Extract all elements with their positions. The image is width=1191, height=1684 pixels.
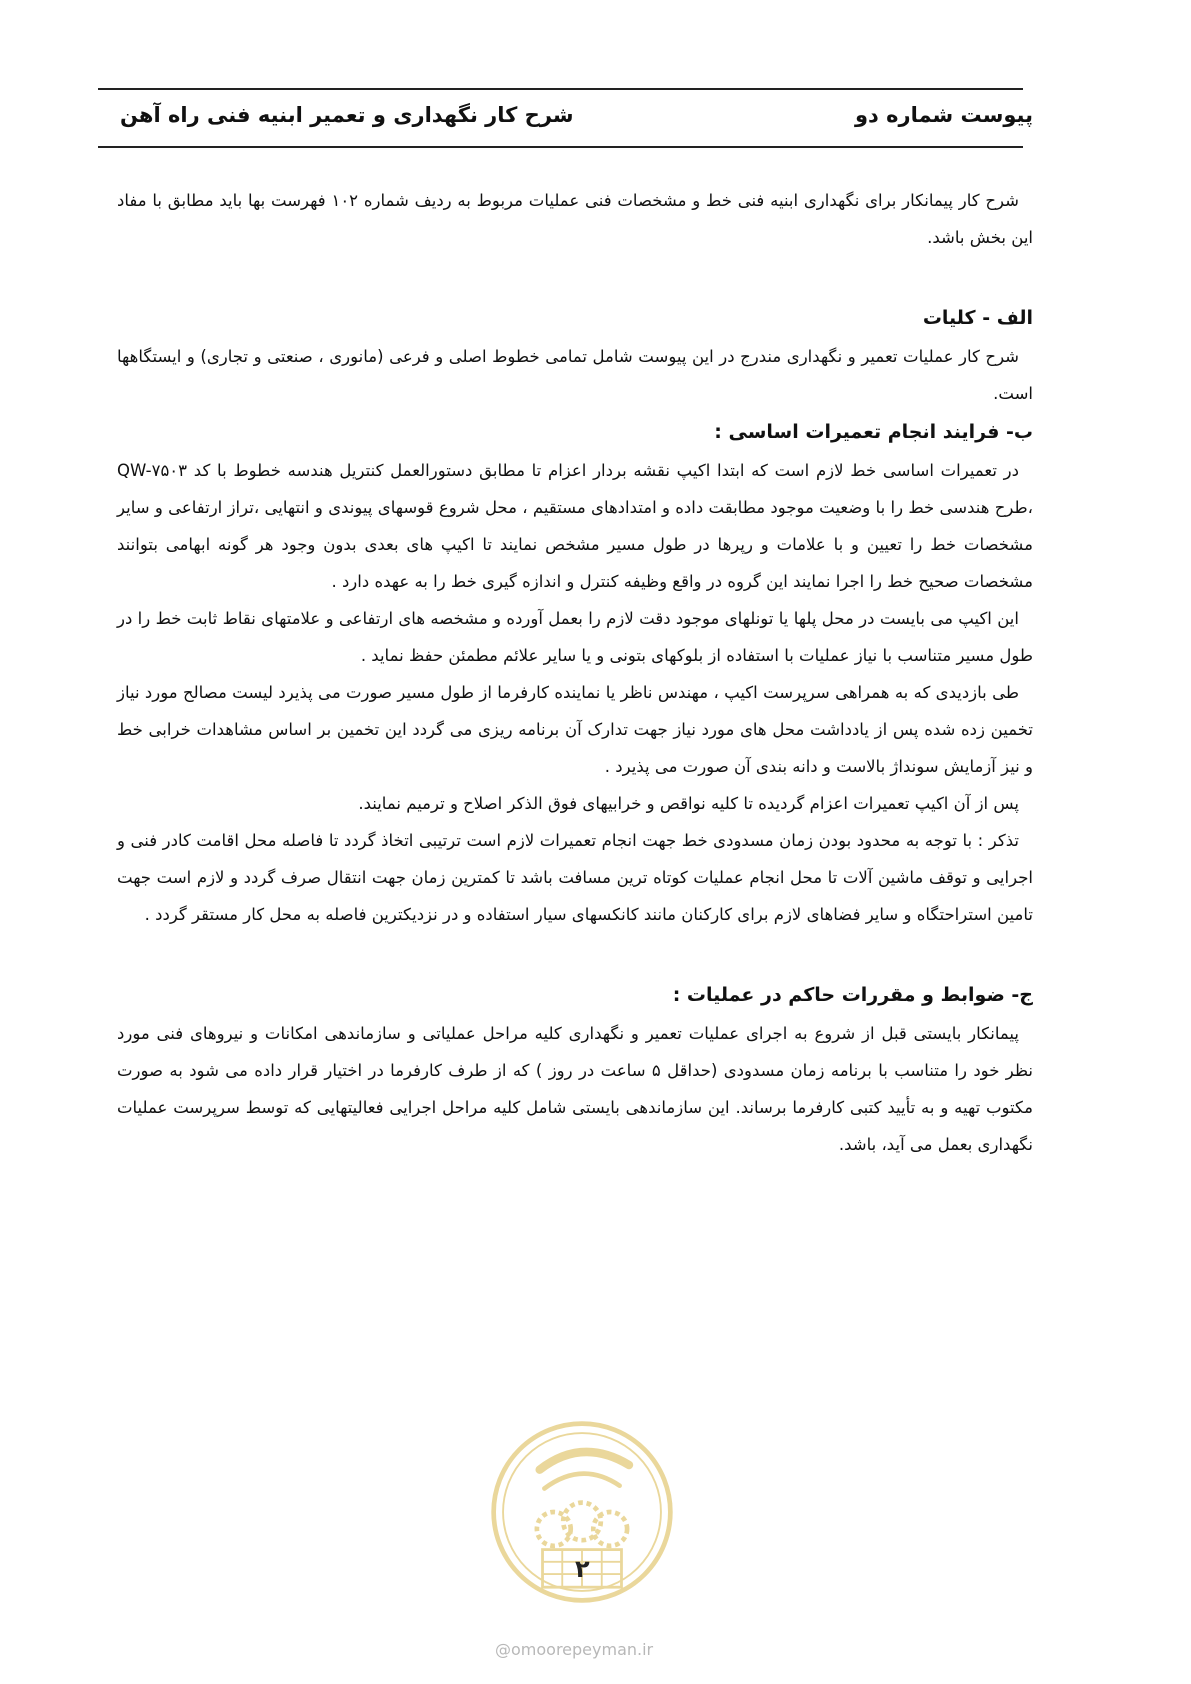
section-b-p1-start: در تعمیرات اساسی خط لازم است که ابتدا اکیپ نقشه بردار اعزام تا مطابق دستورالعمل کنتریل هندسه خطوط با کد (187, 461, 1019, 480)
section-b-paragraph-2: این اکیپ می بایست در محل پلها یا تونلهای موجود دقت لازم را بعمل آورده و مشخصه های ارتفاعی و علامتهای نقاط ثابت خط را در طول مسیر متناسب با نیاز عملیات با استفاده از بلوکهای بتونی و یا سایر علائم مطمئن حفظ نماید . (117, 609, 1033, 665)
section-c-paragraph: پیمانکار بایستی قبل از شروع به اجرای عملیات تعمیر و نگهداری کلیه مراحل عملیاتی و سازماندهی امکانات و نیروهای فنی مورد نظر خود را متناسب با برنامه زمان مسدودی (حداقل ۵ ساعت در روز ) که از طرف کارفرما در اختیار قرار داده می شود به صورت مکتوب تهیه و به تأیید کتبی کارفرما برساند. این سازماندهی بایستی شامل کلیه مراحل اجرایی فعالیتهایی که توسط سرپرست عملیات نگهداری بعمل می آید، باشد. (117, 1024, 1033, 1154)
page-number: ۲ (575, 1555, 590, 1583)
section-b-paragraph-1 (117, 452, 1033, 600)
document-title: شرح کار نگهداری و تعمیر ابنیه فنی راه آهن (120, 103, 574, 127)
section-b-heading: ب- فرایند انجام تعمیرات اساسی : (714, 421, 1033, 443)
intro-paragraph: شرح کار پیمانکار برای نگهداری ابنیه فنی خط و مشخصات فنی عملیات مربوط به ردیف شماره ۱۰۲ فهرست بها باید مطابق با مفاد این بخش باشد. (117, 191, 1033, 247)
standard-code: QW-۷۵۰۳ (117, 461, 188, 480)
website-watermark: @omoorepeyman.ir (495, 1640, 654, 1659)
section-a-paragraph: شرح کار عملیات تعمیر و نگهداری مندرج در این پیوست شامل تمامی خطوط اصلی و فرعی (مانوری ، صنعتی و تجاری) و ایستگاهها است. (117, 347, 1033, 403)
header-bottom-rule (98, 146, 1023, 148)
section-b-paragraph-3: طی بازدیدی که به همراهی سرپرست اکیپ ، مهندس ناظر یا نماینده کارفرما از طول مسیر صورت می پذیرد لیست مصالح مورد نیاز تخمین زده شده پس از یادداشت محل های مورد نیاز جهت تدارک آن برنامه ریزی می گردد این تخمین بر اساس مشاهدات خرابی خط و نیز آزمایش سونداژ بالاست و دانه بندی آن صورت می پذیرد . (117, 683, 1033, 776)
spacer (117, 933, 1033, 975)
section-b-p1-end: ،طرح هندسی خط را با وضعیت موجود مطابقت داده و امتدادهای مستقیم ، محل شروع قوسهای پیوندی و انتهایی ،تراز ارتفاعی و سایر مشخصات خط را تعیین و با علامات و رپرها در طول مسیر مشخص نمایند تا اکیپ های بعدی بدون وجود هر گونه ابهامی بتوانند مشخصات صحیح خط را اجرا نمایند این گروه در واقع وظیفه کنترل و اندازه گیری خط را به عهده دارد . (117, 498, 1033, 591)
section-a-heading: الف - کلیات (922, 307, 1033, 329)
spacer (117, 256, 1033, 298)
header-top-rule (98, 88, 1023, 90)
section-b-note: تذکر : با توجه به محدود بودن زمان مسدودی خط جهت انجام تعمیرات لازم است ترتیبی اتخاذ گردد تا فاصله محل اقامت کادر فنی و اجرایی و توقف ماشین آلات تا محل انجام عملیات کوتاه ترین مسافت باشد تا کمترین زمان جهت انتقال صرف گردد و لازم است جهت تامین استراحتگاه و سایر فضاهای لازم برای کارکنان مانند کانکسهای سیار استفاده و در نزدیکترین فاصله به محل کار مستقر گردد . (117, 831, 1033, 924)
document-body (117, 182, 1033, 1163)
section-c-heading: ج- ضوابط و مقررات حاکم در عملیات : (672, 984, 1033, 1006)
annex-label: پیوست شماره دو (854, 103, 1033, 127)
section-b-paragraph-4: پس از آن اکیپ تعمیرات اعزام گردیده تا کلیه نواقص و خرابیهای فوق الذکر اصلاح و ترمیم نمایند. (358, 794, 1019, 813)
